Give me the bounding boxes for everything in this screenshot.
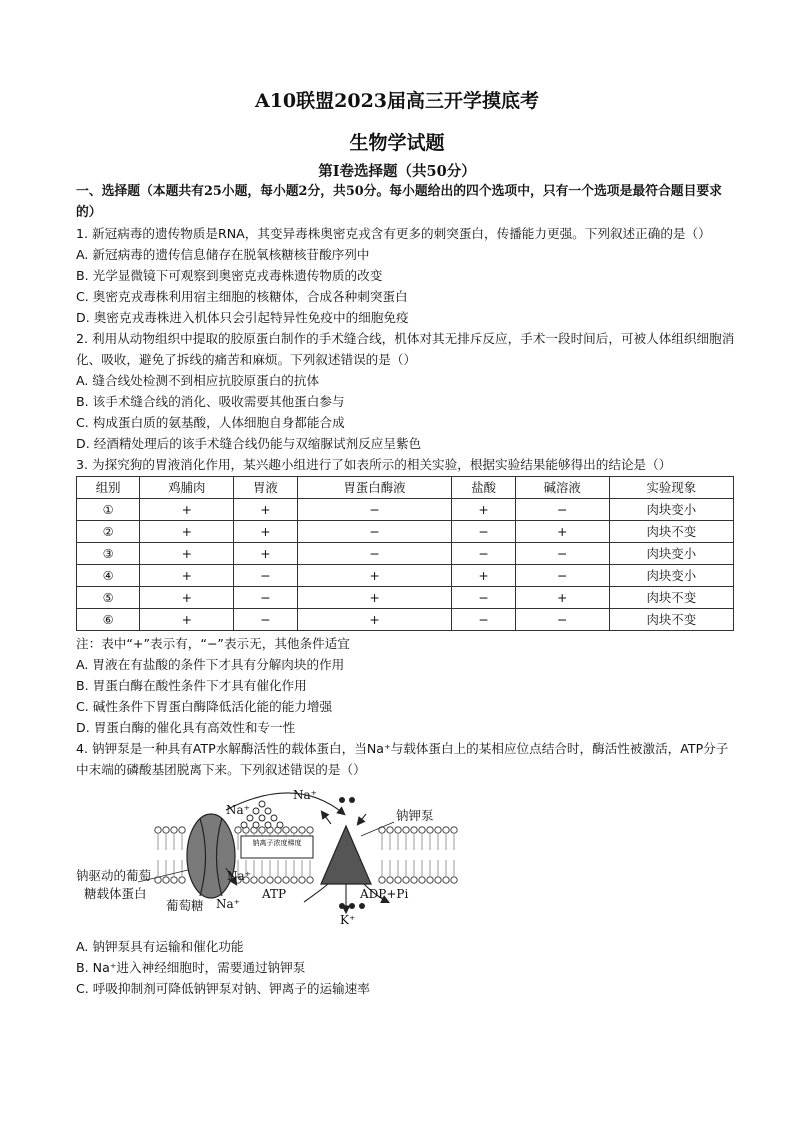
- glucose-label: 葡萄糖: [166, 898, 204, 913]
- table-cell: +: [297, 587, 452, 609]
- q1-option-a: A. 新冠病毒的遗传信息储存在脱氧核糖核苷酸序列中: [76, 247, 370, 262]
- table-cell: −: [515, 565, 609, 587]
- carrier-label-line1: 钠驱动的葡萄: [76, 868, 152, 883]
- table-cell: +: [297, 609, 452, 631]
- table-cell: 肉块变小: [609, 499, 733, 521]
- table-header: 胃液: [234, 477, 297, 499]
- table-cell: −: [452, 609, 515, 631]
- table-row: [77, 543, 734, 565]
- table-cell: −: [234, 587, 297, 609]
- atp-label: ATP: [262, 887, 287, 901]
- carrier-label-line2: 糖载体蛋白: [84, 886, 147, 901]
- q3-option-b: B. 胃蛋白酶在酸性条件下才具有催化作用: [76, 678, 307, 693]
- table-cell: +: [452, 565, 515, 587]
- q4-option-c: C. 呼吸抑制剂可降低钠钾泵对钠、钾离子的运输速率: [76, 981, 370, 996]
- table-cell: +: [234, 499, 297, 521]
- q3-option-c: C. 碱性条件下胃蛋白酶降低活化能的能力增强: [76, 699, 333, 714]
- table-header: 组别: [77, 477, 140, 499]
- table-cell: 肉块变小: [609, 565, 733, 587]
- table-cell: +: [515, 521, 609, 543]
- experiment-table: [76, 476, 734, 631]
- table-cell: +: [297, 565, 452, 587]
- table-cell: −: [297, 499, 452, 521]
- section-heading: 一、选择题（本题共有25小题，每小题2分，共50分。每小题给出的四个选项中，只有一个选项是最符合题目要求的）: [76, 184, 722, 220]
- adp-label: ADP+Pi: [360, 887, 409, 901]
- na-top-left-label: Na⁺: [226, 803, 250, 817]
- q2-option-a: A. 缝合线处检测不到相应抗胶原蛋白的抗体: [76, 373, 320, 388]
- na-mid-label: Na⁺: [227, 869, 251, 883]
- part-heading: 第Ⅰ卷选择题（共50分）: [318, 163, 476, 180]
- exam-content: [76, 181, 736, 999]
- table-row: [77, 587, 734, 609]
- table-header-row: [77, 477, 734, 499]
- table-cell: −: [452, 521, 515, 543]
- q1-option-d: D. 奥密克戎毒株进入机体只会引起特异性免疫中的细胞免疫: [76, 310, 409, 325]
- table-cell: 肉块不变: [609, 609, 733, 631]
- table-cell: +: [515, 587, 609, 609]
- table-cell: +: [140, 587, 234, 609]
- q3-option-d: D. 胃蛋白酶的催化具有高效性和专一性: [76, 720, 296, 735]
- table-cell: +: [452, 499, 515, 521]
- table-cell: −: [515, 609, 609, 631]
- table-cell: +: [140, 499, 234, 521]
- q4-stem: 4. 钠钾泵是一种具有ATP水解酶活性的载体蛋白，当Na⁺与载体蛋白上的某相应位点结合时，酶活性被激活，ATP分子中末端的磷酸基团脱离下来。下列叙述错误的是（）: [76, 741, 729, 777]
- q2-option-d: D. 经酒精处理后的该手术缝合线仍能与双缩脲试剂反应呈紫色: [76, 436, 422, 451]
- q2-stem: 2. 利用从动物组织中提取的胶原蛋白制作的手术缝合线，机体对其无排斥反应，手术一段时间后，可被人体组织细胞消化、吸收，避免了拆线的痛苦和麻烦。下列叙述错误的是（）: [76, 331, 735, 367]
- table-cell: +: [140, 543, 234, 565]
- table-header: 盐酸: [452, 477, 515, 499]
- table-cell: +: [140, 609, 234, 631]
- table-note: 注：表中“+”表示有，“−”表示无，其他条件适宜: [76, 636, 350, 651]
- table-cell: ③: [77, 543, 140, 565]
- table-header: 实验现象: [609, 477, 733, 499]
- exam-title: A10联盟2023届高三开学摸底考: [254, 90, 540, 112]
- table-cell: −: [515, 543, 609, 565]
- q3-option-a: A. 胃液在有盐酸的条件下才具有分解肉块的作用: [76, 657, 345, 672]
- q1-option-c: C. 奥密克戎毒株利用宿主细胞的核糖体，合成各种刺突蛋白: [76, 289, 408, 304]
- table-cell: −: [297, 521, 452, 543]
- q3-stem: 3. 为探究狗的胃液消化作用，某兴趣小组进行了如表所示的相关实验，根据实验结果能够得出的结论是（）: [76, 457, 672, 472]
- q2-option-b: B. 该手术缝合线的消化、吸收需要其他蛋白参与: [76, 394, 345, 409]
- table-row: [77, 565, 734, 587]
- k-label: K⁺: [340, 913, 356, 927]
- na-top-label: Na⁺: [293, 788, 317, 802]
- table-cell: 肉块不变: [609, 521, 733, 543]
- sodium-out-arrow: [322, 812, 331, 824]
- table-cell: 肉块不变: [609, 587, 733, 609]
- pump-label: 钠钾泵: [396, 808, 434, 823]
- membrane-diagram: [76, 784, 736, 934]
- table-cell: +: [234, 543, 297, 565]
- atp-arrow: [304, 884, 328, 902]
- table-header: 碱溶液: [515, 477, 609, 499]
- table-cell: −: [452, 587, 515, 609]
- table-cell: −: [234, 565, 297, 587]
- table-row: [77, 499, 734, 521]
- table-row: [77, 609, 734, 631]
- q1-stem: 1. 新冠病毒的遗传物质是RNA，其变异毒株奥密克戎含有更多的刺突蛋白，传播能力更强。下列叙述正确的是（）: [76, 226, 711, 241]
- table-cell: −: [515, 499, 609, 521]
- table-cell: −: [297, 543, 452, 565]
- table-cell: ④: [77, 565, 140, 587]
- na-bottom-label: Na⁺: [216, 897, 240, 911]
- q2-option-c: C. 构成蛋白质的氨基酸，人体细胞自身都能合成: [76, 415, 345, 430]
- q4-option-b: B. Na⁺进入神经细胞时，需要通过钠钾泵: [76, 960, 306, 975]
- table-header: 鸡脯肉: [140, 477, 234, 499]
- table-cell: +: [234, 521, 297, 543]
- table-cell: +: [140, 521, 234, 543]
- potassium-in-arrow: [358, 814, 366, 824]
- table-cell: ⑤: [77, 587, 140, 609]
- table-header: 胃蛋白酶液: [297, 477, 452, 499]
- table-cell: ②: [77, 521, 140, 543]
- table-cell: −: [452, 543, 515, 565]
- q1-option-b: B. 光学显微镜下可观察到奥密克戎毒株遗传物质的改变: [76, 268, 383, 283]
- table-cell: ①: [77, 499, 140, 521]
- gradient-label: 钠离子浓度梯度: [252, 839, 302, 847]
- sodium-potassium-pump-figure: [76, 784, 736, 934]
- exam-subtitle: 生物学试题: [349, 132, 445, 154]
- q4-option-a: A. 钠钾泵具有运输和催化功能: [76, 939, 244, 954]
- table-cell: −: [234, 609, 297, 631]
- table-cell: +: [140, 565, 234, 587]
- glucose-carrier-protein: [187, 814, 235, 898]
- table-cell: ⑥: [77, 609, 140, 631]
- table-cell: 肉块变小: [609, 543, 733, 565]
- table-row: [77, 521, 734, 543]
